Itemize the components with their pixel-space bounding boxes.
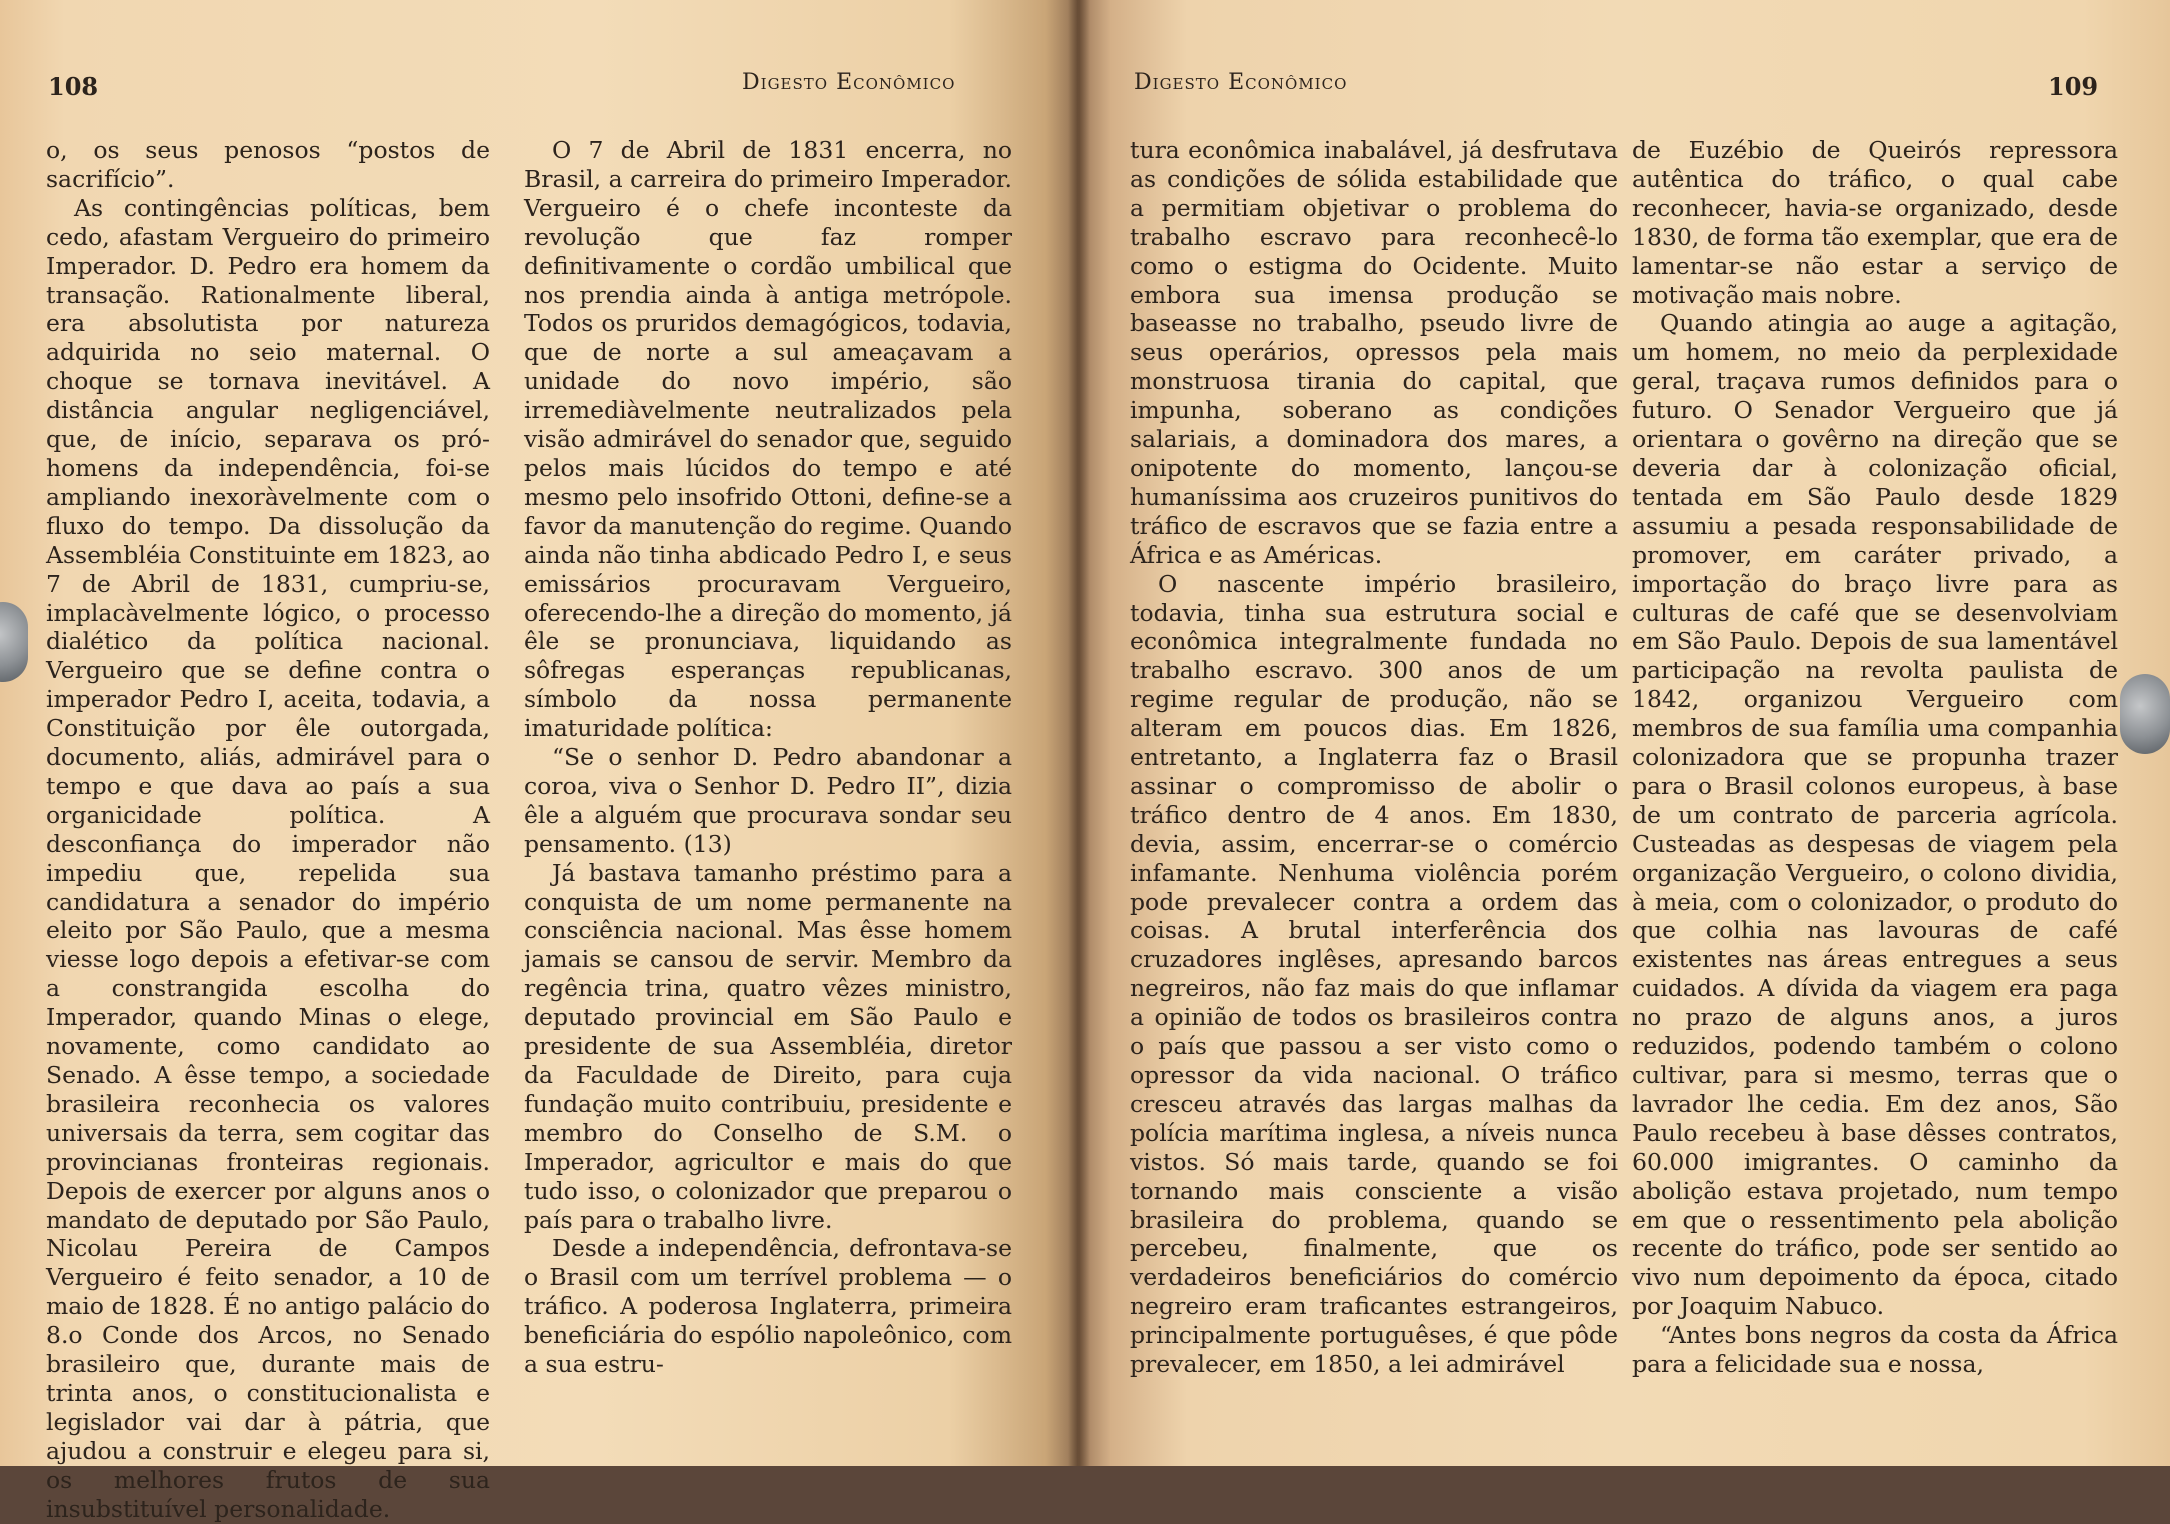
quotation: “Antes bons negros da costa da África para a felicidade sua e nossa, (1632, 1321, 2118, 1379)
paragraph: tura econômica inabalável, já desfrutava as condições de sólida estabilidade que a permitiam objetivar o problema do trabalho escravo para reconhecê-lo como o estigma do Ocidente. Muito embora sua imensa produção se baseasse no trabalho, pseudo livre de seus operários, opressos pela mais monstruosa tirania do capital, que impunha, soberano as condições salariais, a dominadora dos mares, a onipotente do momento, lançou-se humaníssima aos cruzeiros punitivos do tráfico de escravos que se fazia entre a África e as Américas. (1130, 136, 1618, 569)
left-page (0, 0, 1078, 1523)
left-page-column-1 (46, 136, 490, 1524)
quotation: “Se o senhor D. Pedro abandonar a coroa, viva o Senhor D. Pedro II”, dizia êle a alguém que procurava sondar seu pensamento. (13) (524, 743, 1012, 858)
right-page-column-2 (1632, 136, 2118, 1379)
running-head: Digesto Econômico (1134, 70, 1348, 95)
paragraph: Já bastava tamanho préstimo para a conquista de um nome permanente na consciência nacional. Mas êsse homem jamais se cansou de servir. Membro da regência trina, quatro vêzes ministro, deputado provincial em São Paulo e presidente de sua Assembléia, diretor da Faculdade de Direito, para cuja fundação muito contribuiu, presidente e membro do Conselho de S.M. o Imperador, agricultor e mais do que tudo isso, o colonizador que preparou o país para o trabalho livre. (524, 858, 1012, 1234)
paragraph: Desde a independência, defrontava-se o Brasil com um terrível problema — o tráfico. A poderosa Inglaterra, primeira beneficiária do espólio napoleônico, com a sua estru- (524, 1234, 1012, 1379)
paragraph: Quando atingia ao auge a agitação, um homem, no meio da perplexidade geral, traçava rumos definidos para o futuro. O Senador Vergueiro que já orientara o govêrno na direção que se deveria dar à colonização oficial, tentada em São Paulo desde 1829 assumiu a pesada responsabilidade de promover, em caráter privado, a importação do braço livre para as culturas de café que se desenvolviam em São Paulo. Depois de sua lamentável participação na revolta paulista de 1842, organizou Vergueiro com membros de sua família uma companhia colonizadora que se propunha trazer para o Brasil colonos europeus, à base de um contrato de parceria agrícola. Custeadas as despesas de viagem pela organização Vergueiro, o colono dividia, à meia, com o colonizador, o produto do que colhia nas lavouras de café existentes nas áreas entregues a seus cuidados. A dívida da viagem era paga no prazo de alguns anos, a juros reduzidos, podendo também o colono cultivar, para si mesmo, terras que o lavrador lhe cedia. Em dez anos, São Paulo recebeu à base dêsses contratos, 60.000 imigrantes. O caminho da abolição estava projetado, num tempo em que o ressentimento pela abolição recente do tráfico, pode ser sentido ao vivo num depoimento da época, citado por Joaquim Nabuco. (1632, 309, 2118, 1321)
book-gutter (1068, 0, 1090, 1466)
running-head: Digesto Econômico (742, 70, 956, 95)
metal-clip (0, 602, 28, 682)
paragraph: o, os seus penosos “postos de sacrifício”. (46, 136, 490, 193)
paragraph: As contingências políticas, bem cedo, afastam Vergueiro do primeiro Imperador. D. Pedro era homem da transação. Rationalmente liberal, era absolutista por natureza adquirida no seio maternal. O choque se tornava inevitável. A distância angular negligenciável, que, de início, separava os pró-homens da independência, foi-se ampliando inexoràvelmente com o fluxo do tempo. Da dissolução da Assembléia Constituinte em 1823, ao 7 de Abril de 1831, cumpriu-se, implacàvelmente lógico, o processo dialético da política nacional. Vergueiro que se define contra o imperador Pedro I, aceita, todavia, a Constituição por êle outorgada, documento, aliás, admirável para o tempo e que dava ao país a sua organicidade política. A desconfiança do imperador não impediu que, repelida sua candidatura a senador do império eleito por São Paulo, que a mesma viesse logo depois a efetivar-se com a constrangida escolha do Imperador, quando Minas o elege, novamente, como candidato ao Senado. A êsse tempo, a sociedade brasileira reconhecia os valores universais da terra, sem cogitar das provincianas fronteiras regionais. Depois de exercer por alguns anos o mandato de deputado por São Paulo, Nicolau Pereira de Campos Vergueiro é feito senador, a 10 de maio de 1828. É no antigo palácio do 8.o Conde dos Arcos, no Senado brasileiro que, durante mais de trinta anos, o constitucionalista e legislador vai dar à pátria, que ajudou a construir e elegeu para si, os melhores frutos de sua insubstituível personalidade. (46, 193, 490, 1523)
right-page-column-1 (1130, 136, 1618, 1379)
paragraph: de Euzébio de Queirós repressora autêntica do tráfico, o qual cabe reconhecer, havia-se organizado, desde 1830, de forma tão exemplar, que era de lamentar-se não estar a serviço de motivação mais nobre. (1632, 136, 2118, 309)
paragraph: O 7 de Abril de 1831 encerra, no Brasil, a carreira do primeiro Imperador. Vergueiro é o chefe inconteste da revolução que faz romper definitivamente o cordão umbilical que nos prendia ainda à antiga metrópole. Todos os pruridos demagógicos, todavia, que de norte a sul ameaçavam a unidade do novo império, são irremediàvelmente neutralizados pela visão admirável do senador que, seguido pelos mais lúcidos do tempo e até mesmo pelo insofrido Ottoni, define-se a favor da manutenção do regime. Quando ainda não tinha abdicado Pedro I, e seus emissários procuravam Vergueiro, oferecendo-lhe a direção do momento, já êle se pronunciava, liquidando as sôfregas esperanças republicanas, símbolo da nossa permanente imaturidade política: (524, 136, 1012, 743)
right-page (1078, 0, 2170, 1466)
metal-clip (2120, 674, 2170, 754)
page-number: 109 (2048, 72, 2099, 101)
page-number: 108 (48, 72, 99, 101)
paragraph: O nascente império brasileiro, todavia, tinha sua estrutura social e econômica integralmente fundada no trabalho escravo. 300 anos de um regime regular de produção, não se alteram em poucos dias. Em 1826, entretanto, a Inglaterra faz o Brasil assinar o compromisso de abolir o tráfico dentro de 4 anos. Em 1830, devia, assim, encerrar-se o comércio infamante. Nenhuma violência porém pode prevalecer contra a ordem das coisas. A brutal interferência dos cruzadores inglêses, apresando barcos negreiros, não faz mais do que inflamar a opinião de todos os brasileiros contra o país que passou a ser visto como o opressor da vida nacional. O tráfico cresceu através das largas malhas da polícia marítima inglesa, a níveis nunca vistos. Só mais tarde, quando se foi tornando mais consciente a visão brasileira do problema, quando se percebeu, finalmente, que os verdadeiros beneficiários do comércio negreiro eram traficantes estrangeiros, principalmente portuguêses, é que pôde prevalecer, em 1850, a lei admirável (1130, 569, 1618, 1379)
left-page-column-2 (524, 136, 1012, 1379)
